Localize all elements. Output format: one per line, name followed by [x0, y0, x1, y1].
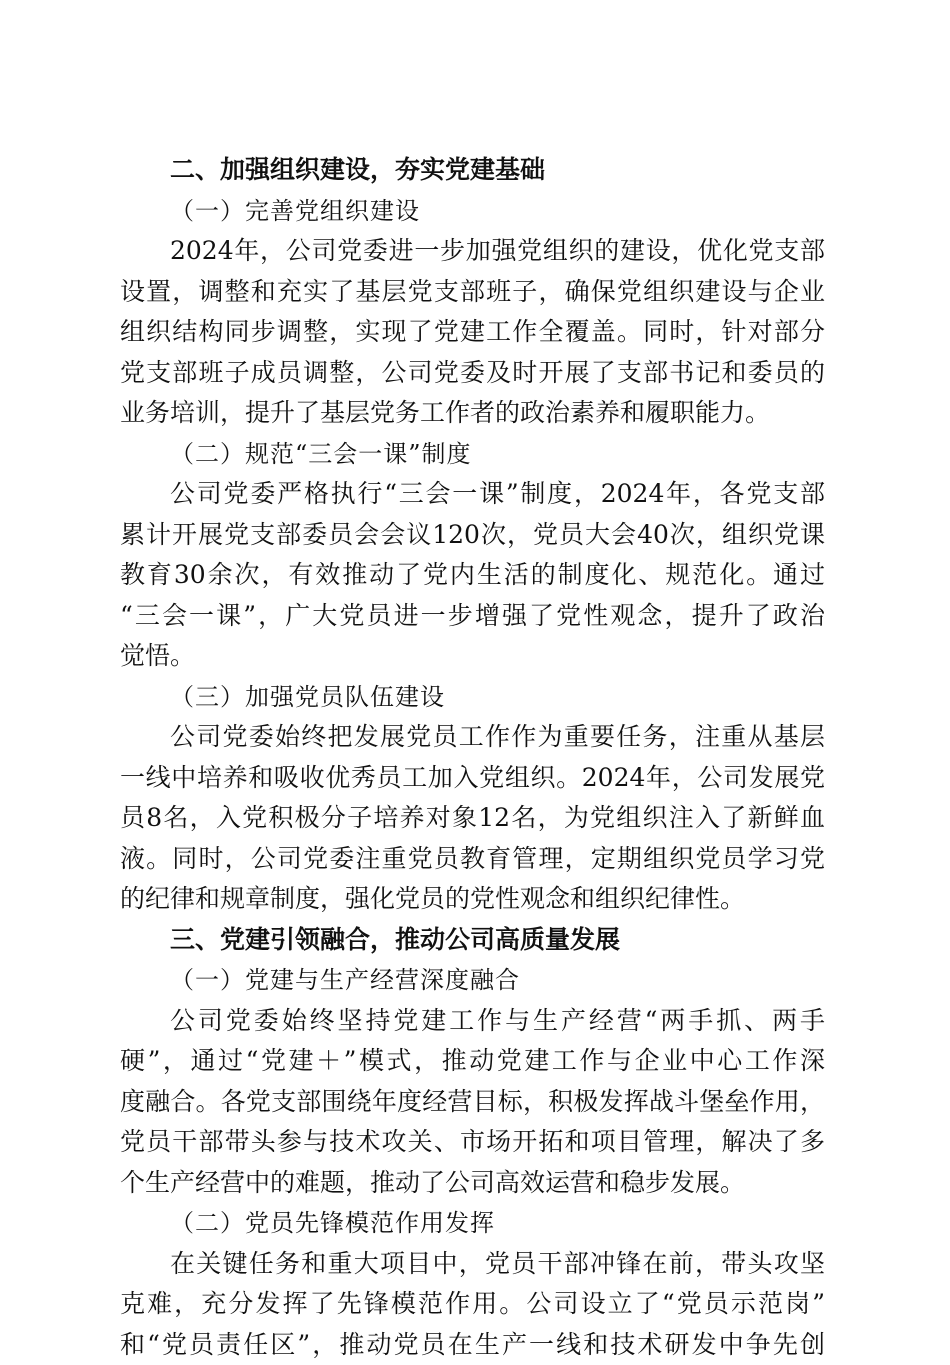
paragraph-line: 党员干部带头参与技术攻关、市场开拓和项目管理，解决了多 — [120, 1122, 825, 1163]
paragraph-line: 觉悟。 — [120, 636, 825, 677]
paragraph-line: 业务培训，提升了基层党务工作者的政治素养和履职能力。 — [120, 393, 825, 434]
paragraph-line: 累计开展党支部委员会会议120次，党员大会40次，组织党课 — [120, 515, 825, 556]
paragraph-3-1 — [120, 1001, 825, 1204]
subsection-heading-3-1: （一）党建与生产经营深度融合 — [120, 960, 825, 1001]
paragraph-line: 在关键任务和重大项目中，党员干部冲锋在前，带头攻坚 — [120, 1244, 825, 1285]
paragraph-line: 的纪律和规章制度，强化党员的党性观念和组织纪律性。 — [120, 879, 825, 920]
paragraph-line: 教育30余次，有效推动了党内生活的制度化、规范化。通过 — [120, 555, 825, 596]
paragraph-line: 公司党委始终坚持党建工作与生产经营“两手抓、两手 — [120, 1001, 825, 1042]
paragraph-3-2 — [120, 1244, 825, 1365]
paragraph-line: 液。同时，公司党委注重党员教育管理，定期组织党员学习党 — [120, 839, 825, 880]
paragraph-line: 和“党员责任区”，推动党员在生产一线和技术研发中争先创 — [120, 1325, 825, 1365]
section-heading-3: 三、党建引领融合，推动公司高质量发展 — [120, 920, 825, 961]
subsection-heading-2-1: （一）完善党组织建设 — [120, 191, 825, 232]
paragraph-line: 公司党委严格执行“三会一课”制度，2024年，各党支部 — [120, 474, 825, 515]
subsection-heading-3-2: （二）党员先锋模范作用发挥 — [120, 1203, 825, 1244]
paragraph-line: 党支部班子成员调整，公司党委及时开展了支部书记和委员的 — [120, 353, 825, 394]
paragraph-2-1 — [120, 231, 825, 434]
paragraph-2-2 — [120, 474, 825, 677]
paragraph-line: 公司党委始终把发展党员工作作为重要任务，注重从基层 — [120, 717, 825, 758]
paragraph-2-3 — [120, 717, 825, 920]
paragraph-line: 个生产经营中的难题，推动了公司高效运营和稳步发展。 — [120, 1163, 825, 1204]
paragraph-line: 2024年，公司党委进一步加强党组织的建设，优化党支部 — [120, 231, 825, 272]
subsection-heading-2-3: （三）加强党员队伍建设 — [120, 677, 825, 718]
paragraph-line: 硬”，通过“党建＋”模式，推动党建工作与企业中心工作深 — [120, 1041, 825, 1082]
paragraph-line: 员8名，入党积极分子培养对象12名，为党组织注入了新鲜血 — [120, 798, 825, 839]
paragraph-line: “三会一课”，广大党员进一步增强了党性观念，提升了政治 — [120, 596, 825, 637]
paragraph-line: 设置，调整和充实了基层党支部班子，确保党组织建设与企业 — [120, 272, 825, 313]
paragraph-line: 一线中培养和吸收优秀员工加入党组织。2024年，公司发展党 — [120, 758, 825, 799]
paragraph-line: 克难，充分发挥了先锋模范作用。公司设立了“党员示范岗” — [120, 1284, 825, 1325]
document-body — [120, 150, 825, 1365]
section-heading-2: 二、加强组织建设，夯实党建基础 — [120, 150, 825, 191]
paragraph-line: 组织结构同步调整，实现了党建工作全覆盖。同时，针对部分 — [120, 312, 825, 353]
paragraph-line: 度融合。各党支部围绕年度经营目标，积极发挥战斗堡垒作用， — [120, 1082, 825, 1123]
subsection-heading-2-2: （二）规范“三会一课”制度 — [120, 434, 825, 475]
